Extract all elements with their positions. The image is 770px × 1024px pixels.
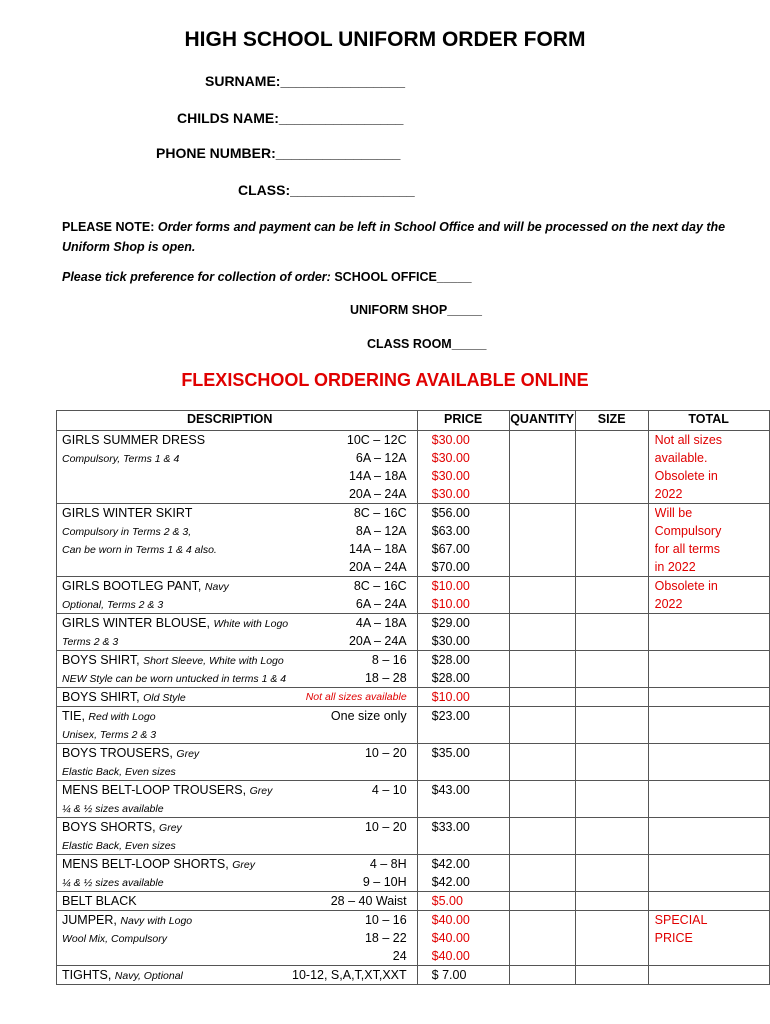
size-range-text bbox=[288, 836, 407, 854]
price-text: $42.00 bbox=[431, 857, 470, 871]
item-detail: Grey bbox=[159, 822, 182, 834]
size-range-text: 9 – 10H bbox=[362, 875, 407, 889]
collection-prompt: Please tick preference for collection of order: bbox=[62, 270, 331, 284]
size-range-cell bbox=[288, 892, 417, 911]
size-range-text: 18 – 22 bbox=[364, 931, 407, 945]
quantity-input-cell[interactable] bbox=[509, 892, 575, 911]
price-text: $10.00 bbox=[431, 579, 470, 593]
description-line bbox=[62, 431, 288, 449]
table-row bbox=[57, 577, 770, 614]
header-price: PRICE bbox=[417, 411, 509, 431]
total-note: in 2022 bbox=[654, 560, 696, 574]
description-line bbox=[62, 799, 288, 817]
size-input-cell[interactable] bbox=[575, 892, 648, 911]
table-header-row bbox=[57, 411, 770, 431]
item-detail: Grey bbox=[176, 748, 200, 760]
item-text: Compulsory, Terms 1 & 4 bbox=[62, 453, 180, 465]
size-range-text: 10 – 20 bbox=[364, 820, 407, 834]
table-row bbox=[57, 781, 770, 818]
price-cell bbox=[417, 431, 509, 504]
size-range-text: 8C – 16C bbox=[353, 579, 407, 593]
size-range-text bbox=[288, 762, 407, 780]
header-size: SIZE bbox=[575, 411, 648, 431]
price-text: $10.00 bbox=[431, 597, 470, 611]
item-text: GIRLS WINTER SKIRT bbox=[62, 506, 193, 520]
table-row bbox=[57, 651, 770, 688]
description-line bbox=[62, 966, 288, 984]
item-text: TIGHTS, bbox=[62, 968, 112, 982]
table-row bbox=[57, 966, 770, 985]
price-text: $30.00 bbox=[431, 433, 470, 447]
size-range-text: 10 – 16 bbox=[364, 913, 407, 927]
description-cell bbox=[57, 688, 289, 707]
price-text: $10.00 bbox=[431, 690, 470, 704]
price-text: $40.00 bbox=[431, 913, 470, 927]
description-line bbox=[62, 688, 288, 706]
item-text: BOYS SHIRT, bbox=[62, 690, 140, 704]
quantity-input-cell[interactable] bbox=[509, 614, 575, 651]
description-cell bbox=[57, 911, 289, 966]
description-cell bbox=[57, 892, 289, 911]
total-cell bbox=[648, 818, 769, 855]
price-text: $40.00 bbox=[431, 931, 470, 945]
size-range-cell bbox=[288, 614, 417, 651]
description-line bbox=[62, 744, 288, 762]
size-range-text: 6A – 24A bbox=[355, 597, 407, 611]
collection-uniform-shop[interactable]: UNIFORM SHOP_____ bbox=[350, 303, 482, 317]
price-text: $30.00 bbox=[431, 451, 470, 465]
item-detail: Old Style bbox=[143, 692, 186, 704]
size-range-text: 14A – 18A bbox=[348, 542, 407, 556]
size-input-cell[interactable] bbox=[575, 744, 648, 781]
quantity-input-cell[interactable] bbox=[509, 688, 575, 707]
price-text: $28.00 bbox=[431, 653, 470, 667]
price-text: $29.00 bbox=[431, 616, 470, 630]
size-input-cell[interactable] bbox=[575, 431, 648, 504]
size-range-cell bbox=[288, 688, 417, 707]
price-text bbox=[432, 799, 509, 817]
size-input-cell[interactable] bbox=[575, 911, 648, 966]
size-range-text: 8C – 16C bbox=[353, 506, 407, 520]
total-note: 2022 bbox=[654, 487, 683, 501]
price-cell bbox=[417, 911, 509, 966]
item-text: Can be worn in Terms 1 & 4 also. bbox=[62, 544, 217, 556]
description-line bbox=[62, 504, 288, 522]
quantity-input-cell[interactable] bbox=[509, 431, 575, 504]
table-row bbox=[57, 504, 770, 577]
price-text bbox=[432, 762, 509, 780]
size-range-cell bbox=[288, 781, 417, 818]
item-detail: Red with Logo bbox=[88, 711, 156, 723]
item-text: GIRLS WINTER BLOUSE, bbox=[62, 616, 210, 630]
item-text: NEW Style can be worn untucked in terms 1 & 4 bbox=[62, 673, 287, 685]
size-range-text: 14A – 18A bbox=[348, 469, 407, 483]
price-text: $23.00 bbox=[431, 709, 470, 723]
size-range-text: 6A – 12A bbox=[355, 451, 407, 465]
size-range-text: 4 – 10 bbox=[371, 783, 407, 797]
surname-field[interactable]: SURNAME:________________ bbox=[205, 73, 406, 89]
item-detail: Grey bbox=[249, 785, 273, 797]
description-line bbox=[62, 855, 288, 873]
item-text: GIRLS BOOTLEG PANT, bbox=[62, 579, 202, 593]
price-text: $28.00 bbox=[431, 671, 470, 685]
note-label: PLEASE NOTE: bbox=[62, 220, 155, 234]
description-line bbox=[62, 929, 288, 947]
size-range-text: 20A – 24A bbox=[348, 560, 407, 574]
header-quantity: QUANTITY bbox=[509, 411, 575, 431]
item-text: TIE, bbox=[62, 709, 85, 723]
total-note: PRICE bbox=[654, 931, 693, 945]
description-line bbox=[62, 449, 288, 467]
class-field[interactable]: CLASS:________________ bbox=[238, 182, 415, 198]
item-text: ¼ & ½ sizes available bbox=[62, 803, 164, 815]
description-line bbox=[62, 911, 288, 929]
size-input-cell[interactable] bbox=[575, 966, 648, 985]
table-row bbox=[57, 818, 770, 855]
item-text: Elastic Back, Even sizes bbox=[62, 840, 176, 852]
size-range-cell bbox=[288, 966, 417, 985]
description-cell bbox=[57, 614, 289, 651]
description-line bbox=[62, 595, 288, 613]
item-text: Wool Mix, Compulsory bbox=[62, 933, 168, 945]
quantity-input-cell[interactable] bbox=[509, 577, 575, 614]
description-line bbox=[62, 467, 288, 485]
size-range-cell bbox=[288, 651, 417, 688]
description-line bbox=[62, 873, 288, 891]
price-cell bbox=[417, 966, 509, 985]
size-range-cell bbox=[288, 504, 417, 577]
item-text: MENS BELT-LOOP TROUSERS, bbox=[62, 783, 247, 797]
description-cell bbox=[57, 707, 289, 744]
description-line bbox=[62, 781, 288, 799]
header-description: DESCRIPTION bbox=[57, 411, 418, 431]
item-text: Terms 2 & 3 bbox=[62, 636, 119, 648]
uniform-order-table bbox=[56, 410, 770, 985]
total-note: 2022 bbox=[654, 597, 683, 611]
table-row bbox=[57, 431, 770, 504]
total-cell bbox=[648, 892, 769, 911]
price-text: $40.00 bbox=[431, 949, 470, 963]
collection-school-office[interactable]: SCHOOL OFFICE_____ bbox=[334, 270, 472, 284]
item-text: Compulsory in Terms 2 & 3, bbox=[62, 526, 192, 538]
description-line bbox=[62, 651, 288, 669]
total-cell bbox=[648, 431, 769, 504]
size-range-text: 10 – 20 bbox=[364, 746, 407, 760]
total-note: Not all sizes bbox=[654, 433, 723, 447]
size-range-text: 8 – 16 bbox=[371, 653, 407, 667]
description-line bbox=[62, 818, 288, 836]
description-cell bbox=[57, 431, 289, 504]
size-range-text: 10C – 12C bbox=[346, 433, 407, 447]
total-cell bbox=[648, 855, 769, 892]
quantity-input-cell[interactable] bbox=[509, 707, 575, 744]
size-input-cell[interactable] bbox=[575, 651, 648, 688]
description-line bbox=[62, 725, 288, 743]
table-row bbox=[57, 892, 770, 911]
size-range-cell bbox=[288, 911, 417, 966]
item-detail: Navy bbox=[204, 581, 229, 593]
price-cell bbox=[417, 818, 509, 855]
size-input-cell[interactable] bbox=[575, 577, 648, 614]
price-cell bbox=[417, 707, 509, 744]
table-row bbox=[57, 911, 770, 966]
total-note: available. bbox=[654, 451, 708, 465]
item-text: Elastic Back, Even sizes bbox=[62, 766, 176, 778]
collection-preference bbox=[62, 270, 472, 284]
size-range-text: One size only bbox=[330, 709, 407, 723]
size-input-cell[interactable] bbox=[575, 504, 648, 577]
price-cell bbox=[417, 577, 509, 614]
size-range-text bbox=[288, 799, 407, 817]
price-text: $30.00 bbox=[431, 487, 470, 501]
price-text: $ 7.00 bbox=[431, 968, 467, 982]
price-text: $70.00 bbox=[431, 560, 470, 574]
price-text bbox=[432, 836, 509, 854]
price-cell bbox=[417, 892, 509, 911]
size-input-cell[interactable] bbox=[575, 614, 648, 651]
size-input-cell[interactable] bbox=[575, 688, 648, 707]
description-line bbox=[62, 577, 288, 595]
price-cell bbox=[417, 781, 509, 818]
size-range-text bbox=[288, 725, 407, 743]
price-text: $67.00 bbox=[431, 542, 470, 556]
table-row bbox=[57, 855, 770, 892]
quantity-input-cell[interactable] bbox=[509, 651, 575, 688]
note-text: Order forms and payment can be left in School Office and will be processed on the next day the Uniform Shop is open. bbox=[62, 220, 726, 254]
price-cell bbox=[417, 614, 509, 651]
total-note: SPECIAL bbox=[654, 913, 708, 927]
form-title: HIGH SCHOOL UNIFORM ORDER FORM bbox=[184, 28, 586, 51]
description-line bbox=[62, 892, 288, 910]
item-detail: Navy, Optional bbox=[114, 970, 183, 982]
item-text: BOYS SHORTS, bbox=[62, 820, 156, 834]
size-input-cell[interactable] bbox=[575, 781, 648, 818]
item-text: BELT BLACK bbox=[62, 894, 137, 908]
price-cell bbox=[417, 855, 509, 892]
item-text: Optional, Terms 2 & 3 bbox=[62, 599, 164, 611]
description-line bbox=[62, 669, 288, 687]
size-range-cell bbox=[288, 744, 417, 781]
item-text: JUMPER, bbox=[62, 913, 117, 927]
quantity-input-cell[interactable] bbox=[509, 781, 575, 818]
quantity-input-cell[interactable] bbox=[509, 911, 575, 966]
quantity-input-cell[interactable] bbox=[509, 855, 575, 892]
size-range-text: 20A – 24A bbox=[348, 634, 407, 648]
price-cell bbox=[417, 504, 509, 577]
description-line bbox=[62, 558, 288, 576]
total-cell bbox=[648, 744, 769, 781]
description-line bbox=[62, 522, 288, 540]
description-line bbox=[62, 632, 288, 650]
price-text: $42.00 bbox=[431, 875, 470, 889]
quantity-input-cell[interactable] bbox=[509, 966, 575, 985]
price-text: $56.00 bbox=[431, 506, 470, 520]
table-row bbox=[57, 744, 770, 781]
item-text: Unisex, Terms 2 & 3 bbox=[62, 729, 157, 741]
price-text: $33.00 bbox=[431, 820, 470, 834]
table-row bbox=[57, 688, 770, 707]
item-detail: White with Logo bbox=[213, 618, 289, 630]
description-cell bbox=[57, 781, 289, 818]
size-range-text: 4A – 18A bbox=[355, 616, 407, 630]
description-line bbox=[62, 614, 288, 632]
total-cell bbox=[648, 651, 769, 688]
description-line bbox=[62, 762, 288, 780]
item-text: BOYS TROUSERS, bbox=[62, 746, 173, 760]
price-cell bbox=[417, 744, 509, 781]
size-range-cell bbox=[288, 707, 417, 744]
size-range-text: 8A – 12A bbox=[355, 524, 407, 538]
price-text: $63.00 bbox=[431, 524, 470, 538]
total-cell bbox=[648, 614, 769, 651]
total-cell bbox=[648, 688, 769, 707]
size-range-text: Not all sizes available bbox=[305, 691, 407, 703]
size-range-text: 20A – 24A bbox=[348, 487, 407, 501]
size-range-text: 28 – 40 Waist bbox=[330, 894, 407, 908]
total-cell bbox=[648, 911, 769, 966]
total-note: Will be bbox=[654, 506, 693, 520]
total-note: Obsolete in bbox=[654, 579, 718, 593]
item-text: GIRLS SUMMER DRESS bbox=[62, 433, 206, 447]
size-range-text: 4 – 8H bbox=[369, 857, 407, 871]
description-line bbox=[62, 485, 288, 503]
total-cell bbox=[648, 966, 769, 985]
price-text: $35.00 bbox=[431, 746, 470, 760]
item-text: ¼ & ½ sizes available bbox=[62, 877, 164, 889]
description-cell bbox=[57, 818, 289, 855]
price-cell bbox=[417, 651, 509, 688]
header-total: TOTAL bbox=[648, 411, 769, 431]
description-cell bbox=[57, 577, 289, 614]
size-range-cell bbox=[288, 818, 417, 855]
size-range-text: 24 bbox=[392, 949, 407, 963]
quantity-input-cell[interactable] bbox=[509, 744, 575, 781]
size-input-cell[interactable] bbox=[575, 707, 648, 744]
total-cell bbox=[648, 781, 769, 818]
price-text: $5.00 bbox=[431, 894, 463, 908]
description-line bbox=[62, 947, 288, 965]
description-cell bbox=[57, 855, 289, 892]
description-cell bbox=[57, 966, 289, 985]
description-line bbox=[62, 707, 288, 725]
description-cell bbox=[57, 504, 289, 577]
total-note: for all terms bbox=[654, 542, 720, 556]
size-input-cell[interactable] bbox=[575, 818, 648, 855]
size-range-cell bbox=[288, 431, 417, 504]
size-range-text: 18 – 28 bbox=[364, 671, 407, 685]
description-cell bbox=[57, 651, 289, 688]
price-text: $30.00 bbox=[431, 469, 470, 483]
total-note: Obsolete in bbox=[654, 469, 718, 483]
description-line bbox=[62, 540, 288, 558]
item-detail: Grey bbox=[232, 859, 255, 871]
item-detail: Navy with Logo bbox=[120, 915, 193, 927]
description-line bbox=[62, 836, 288, 854]
item-text: MENS BELT-LOOP SHORTS, bbox=[62, 857, 229, 871]
total-note: Compulsory bbox=[654, 524, 722, 538]
price-text bbox=[432, 725, 509, 743]
quantity-input-cell[interactable] bbox=[509, 818, 575, 855]
size-range-text: 10-12, S,A,T,XT,XXT bbox=[292, 968, 407, 982]
price-text: $30.00 bbox=[431, 634, 470, 648]
collection-class-room[interactable]: CLASS ROOM_____ bbox=[367, 337, 487, 351]
description-cell bbox=[57, 744, 289, 781]
total-cell bbox=[648, 707, 769, 744]
please-note bbox=[62, 217, 732, 257]
size-range-cell bbox=[288, 577, 417, 614]
price-cell bbox=[417, 688, 509, 707]
quantity-input-cell[interactable] bbox=[509, 504, 575, 577]
phone-number-field[interactable]: PHONE NUMBER:________________ bbox=[156, 145, 401, 161]
total-cell bbox=[648, 504, 769, 577]
total-cell bbox=[648, 577, 769, 614]
childs-name-field[interactable]: CHILDS NAME:________________ bbox=[177, 110, 404, 126]
item-text: BOYS SHIRT, bbox=[62, 653, 140, 667]
online-ordering-banner: FLEXISCHOOL ORDERING AVAILABLE ONLINE bbox=[181, 370, 589, 390]
table-row bbox=[57, 614, 770, 651]
size-input-cell[interactable] bbox=[575, 855, 648, 892]
price-text: $43.00 bbox=[431, 783, 470, 797]
table-row bbox=[57, 707, 770, 744]
size-range-cell bbox=[288, 855, 417, 892]
item-detail: Short Sleeve, White with Logo bbox=[143, 655, 284, 667]
